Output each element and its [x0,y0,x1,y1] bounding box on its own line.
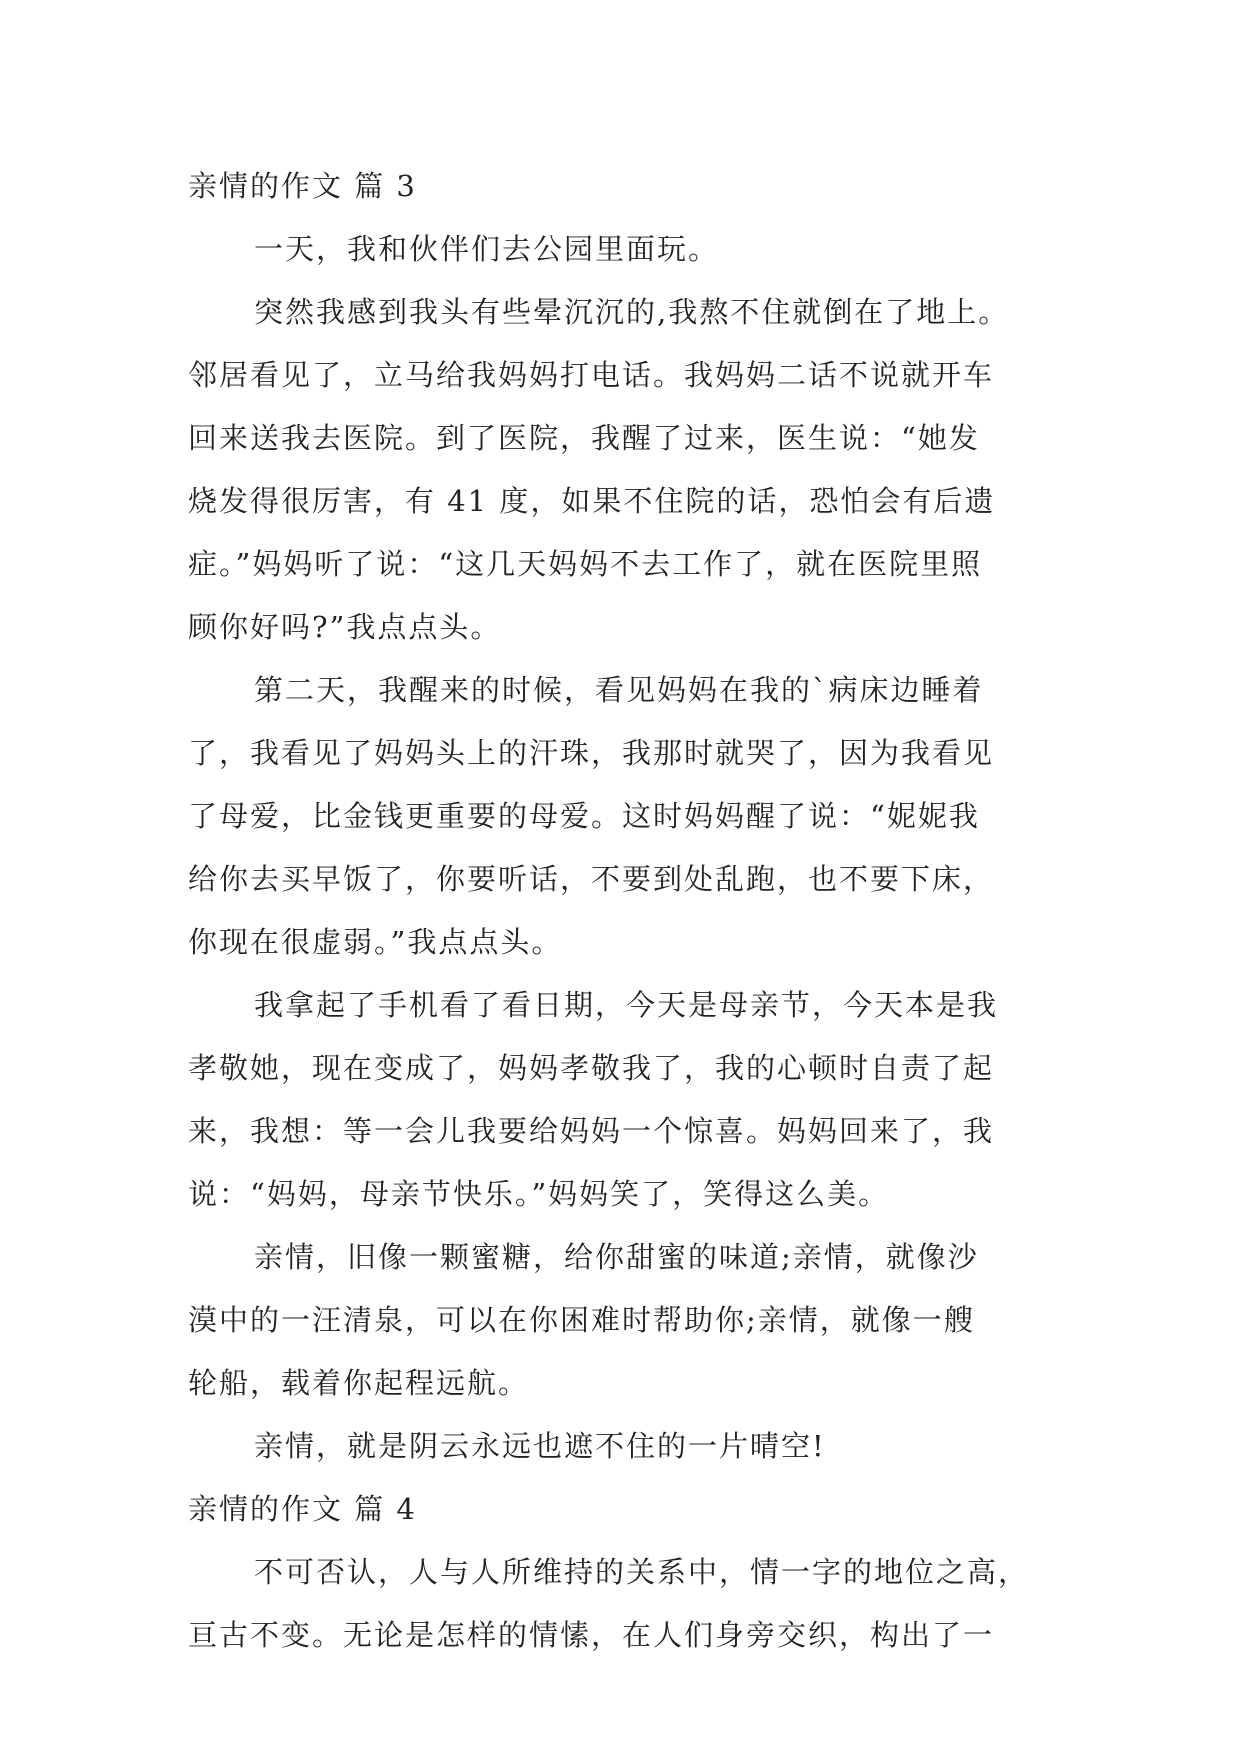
paragraph-line: 顾你好吗?”我点点头。 [188,610,502,644]
paragraph-line: 轮船，载着你起程远航。 [188,1366,530,1400]
paragraph-line: 亲情，就是阴云永远也遮不住的一片晴空! [254,1429,826,1463]
paragraph-line: 孝敬她，现在变成了，妈妈孝敬我了，我的心顿时自责了起 [188,1051,995,1085]
paragraph-line: 来，我想：等一会儿我要给妈妈一个惊喜。妈妈回来了，我 [188,1114,995,1148]
paragraph-line: 第二天，我醒来的时候，看见妈妈在我的`病床边睡着 [254,673,984,707]
paragraph-line: 说：“妈妈，母亲节快乐。”妈妈笑了，笑得这么美。 [188,1177,890,1211]
section-heading: 亲情的作文 篇 3 [188,169,417,203]
paragraph-line: 烧发得很厉害，有 41 度，如果不住院的话，恐怕会有后遗 [188,484,996,518]
section-heading: 亲情的作文 篇 4 [188,1492,417,1526]
paragraph-line: 我拿起了手机看了看日期，今天是母亲节，今天本是我 [254,988,999,1022]
paragraph-line: 症。”妈妈听了说：“这几天妈妈不去工作了，就在医院里照 [188,547,983,581]
paragraph-line: 不可否认，人与人所维持的关系中，情一字的地位之高， [254,1555,1030,1589]
paragraph-line: 给你去买早饭了，你要听话，不要到处乱跑，也不要下床， [188,862,995,896]
paragraph-line: 一天，我和伙伴们去公园里面玩。 [254,232,720,266]
paragraph-line: 突然我感到我头有些晕沉沉的,我熬不住就倒在了地上。 [254,295,1010,329]
paragraph-line: 了母爱，比金钱更重要的母爱。这时妈妈醒了说：“妮妮我 [188,799,980,833]
paragraph-line: 你现在很虚弱。”我点点头。 [188,925,563,959]
paragraph-line: 了，我看见了妈妈头上的汗珠，我那时就哭了，因为我看见 [188,736,995,770]
paragraph-line: 漠中的一汪清泉，可以在你困难时帮助你;亲情，就像一艘 [188,1303,975,1337]
paragraph-line: 邻居看见了，立马给我妈妈打电话。我妈妈二话不说就开车 [188,358,995,392]
paragraph-line: 亲情，旧像一颗蜜糖，给你甜蜜的味道;亲情，就像沙 [254,1240,979,1274]
paragraph-line: 回来送我去医院。到了医院，我醒了过来，医生说：“她发 [188,421,980,455]
paragraph-line: 亘古不变。无论是怎样的情愫，在人们身旁交织，构出了一 [188,1618,995,1652]
